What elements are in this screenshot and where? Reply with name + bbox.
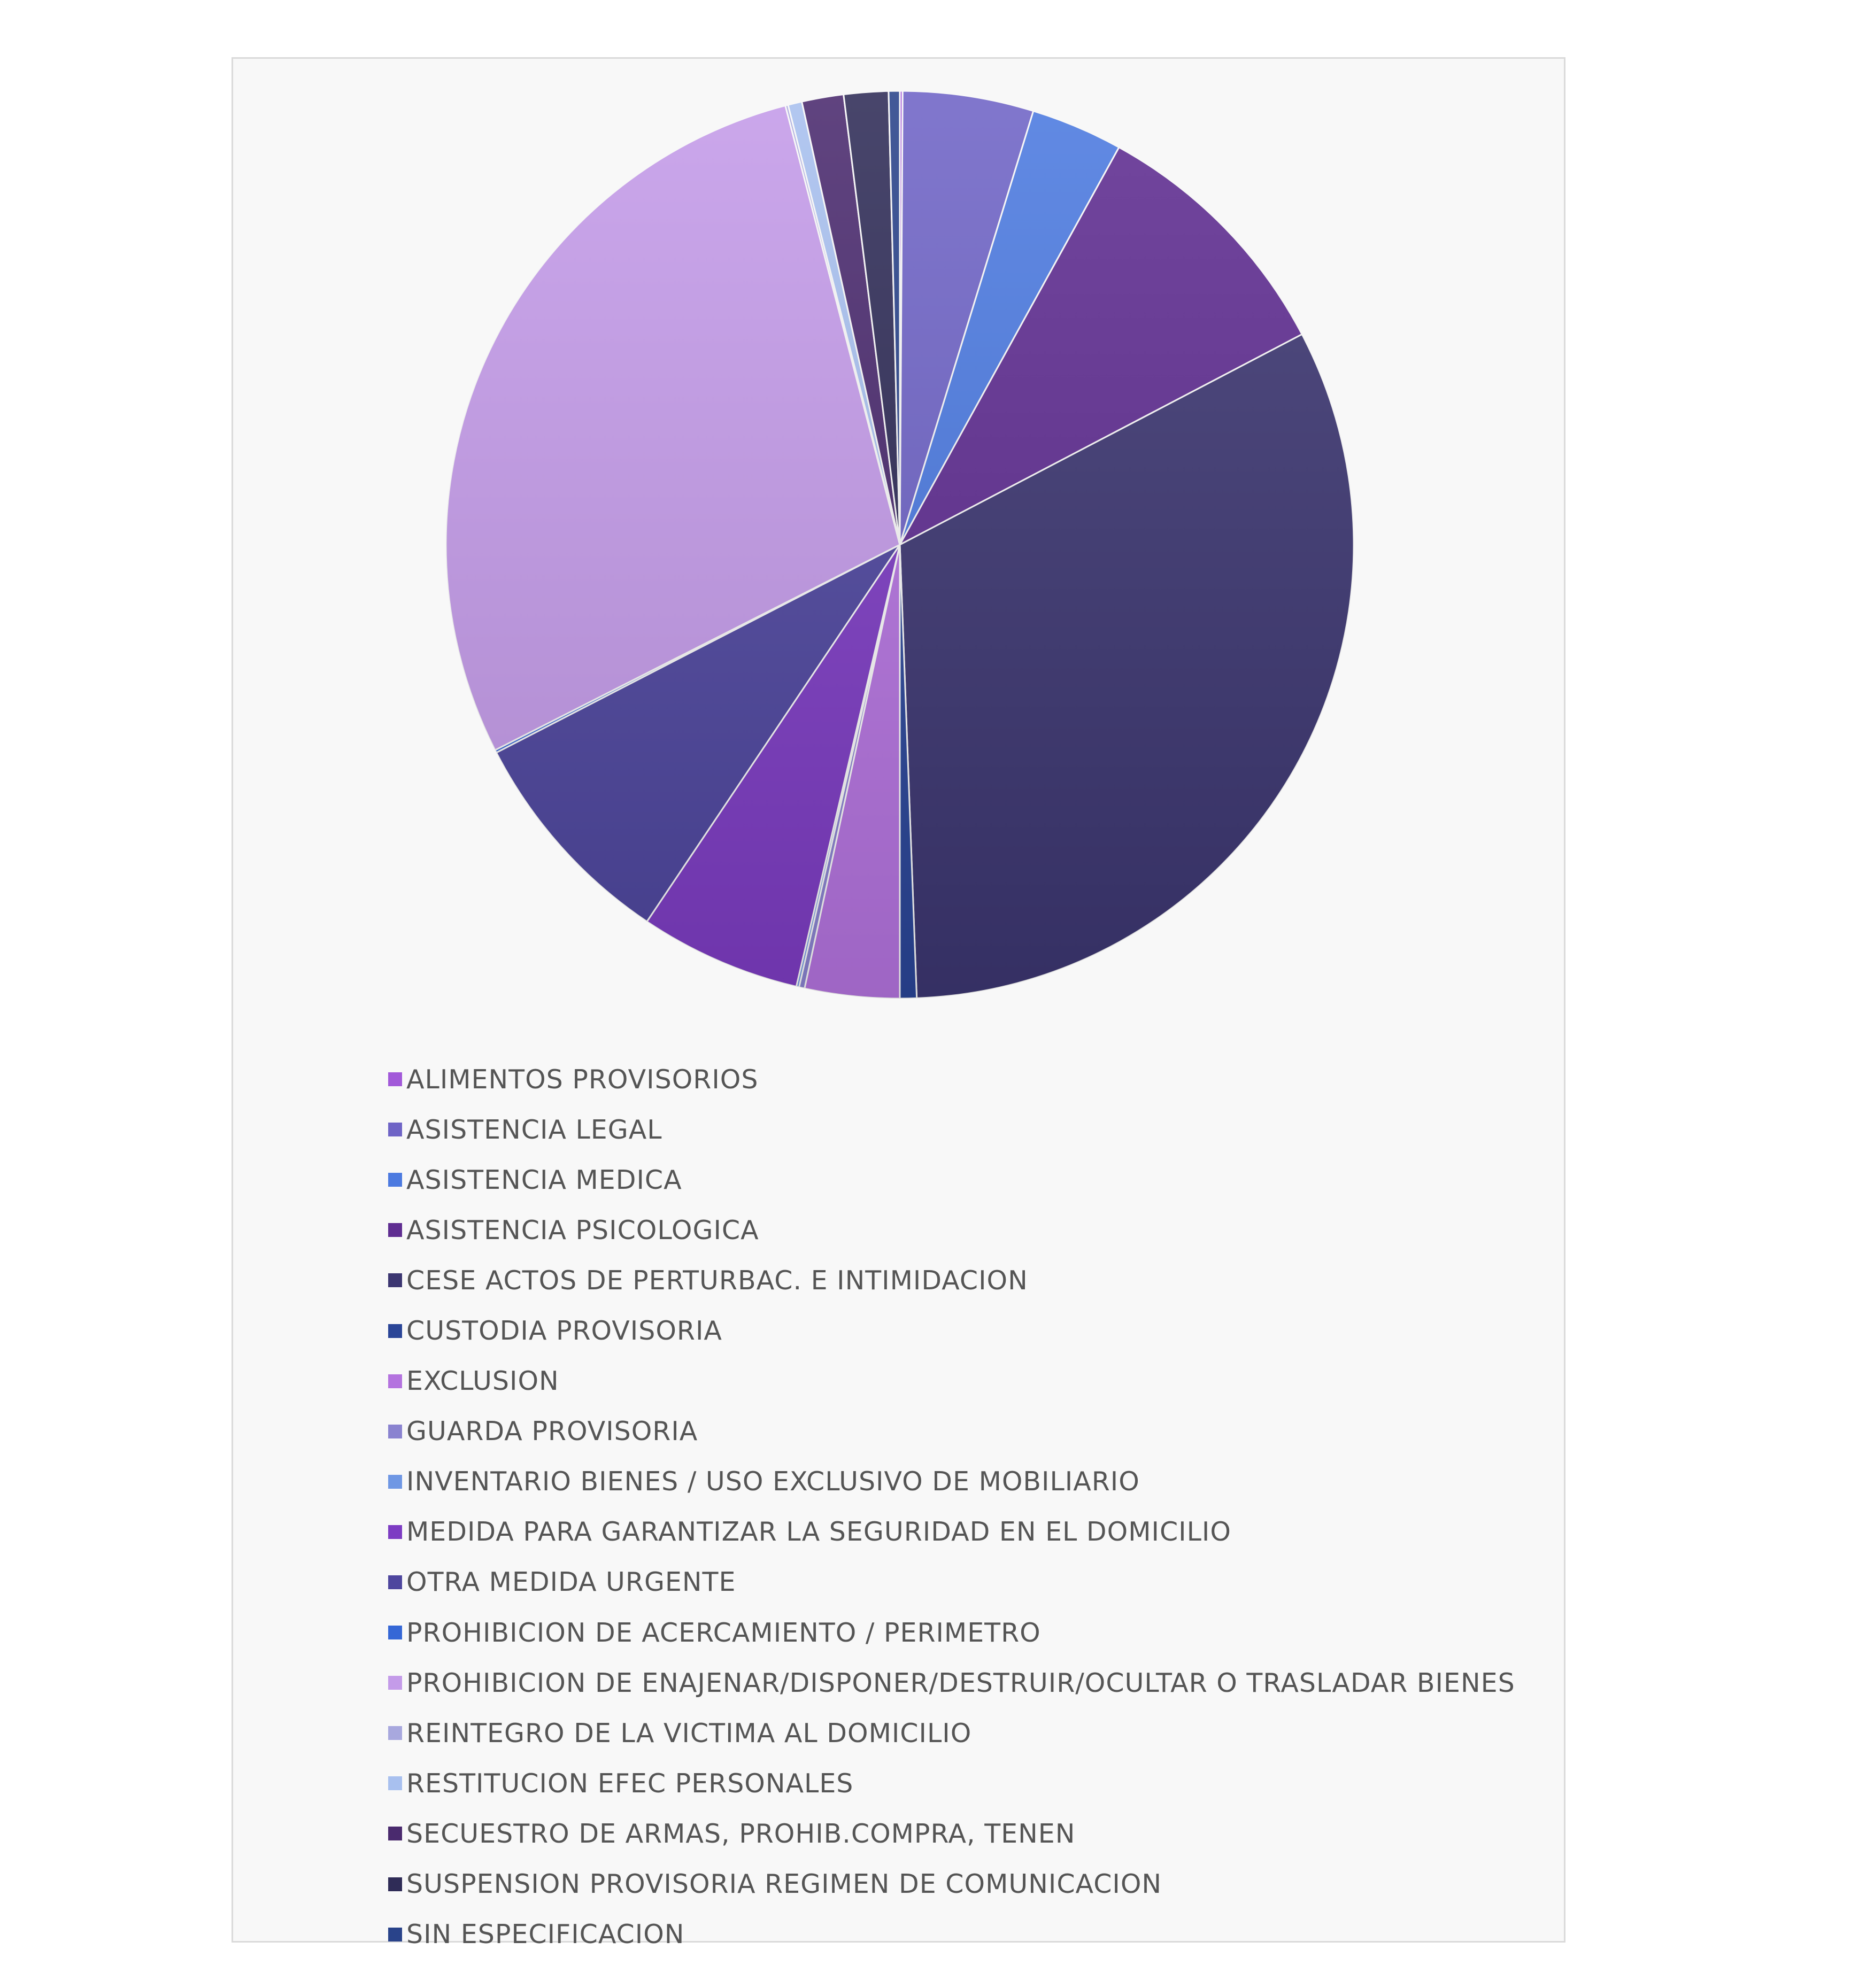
legend-item [388,1808,1554,1859]
legend-label: RESTITUCION EFEC PERSONALES [406,1768,854,1799]
legend-swatch [388,1223,402,1237]
legend-label: ASISTENCIA PSICOLOGICA [406,1215,759,1246]
legend-swatch [388,1776,402,1790]
legend-item [388,1104,1554,1155]
legend-item [388,1658,1554,1708]
legend-swatch [388,1525,402,1539]
legend-label: SIN ESPECIFICACION [406,1919,685,1950]
legend-swatch [388,1877,402,1891]
legend-item [388,1557,1554,1607]
legend-item [388,1708,1554,1758]
legend-item [388,1406,1554,1457]
legend-label: PROHIBICION DE ENAJENAR/DISPONER/DESTRUIR/OCULTAR O TRASLADAR BIENES [406,1667,1515,1698]
legend-swatch [388,1072,402,1086]
legend-label: MEDIDA PARA GARANTIZAR LA SEGURIDAD EN EL DOMICILIO [406,1517,1231,1548]
legend-label: SUSPENSION PROVISORIA REGIMEN DE COMUNICACION [406,1869,1162,1900]
legend-item [388,1255,1554,1305]
legend-item [388,1356,1554,1406]
pie-chart [233,59,1567,1053]
legend-swatch [388,1123,402,1136]
legend-label: ASISTENCIA LEGAL [406,1114,662,1145]
legend-label: EXCLUSION [406,1366,559,1397]
legend-label: ALIMENTOS PROVISORIOS [406,1064,759,1095]
legend-swatch [388,1173,402,1187]
legend-item [388,1457,1554,1507]
legend-label: PROHIBICION DE ACERCAMIENTO / PERIMETRO [406,1617,1041,1648]
legend-swatch [388,1273,402,1287]
legend-swatch [388,1928,402,1941]
legend-label: CESE ACTOS DE PERTURBAC. E INTIMIDACION [406,1265,1028,1296]
legend-label: GUARDA PROVISORIA [406,1416,698,1447]
legend-label: ASISTENCIA MEDICA [406,1164,682,1195]
legend-item [388,1507,1554,1557]
legend-swatch [388,1324,402,1338]
legend-item [388,1859,1554,1909]
legend-label: INVENTARIO BIENES / USO EXCLUSIVO DE MOBILIARIO [406,1466,1140,1497]
legend-swatch [388,1827,402,1840]
legend-item [388,1205,1554,1255]
legend-swatch [388,1575,402,1589]
legend-swatch [388,1726,402,1740]
legend-swatch [388,1374,402,1388]
legend-swatch [388,1425,402,1438]
pie-slices [446,91,1354,999]
legend-item [388,1305,1554,1356]
legend-label: REINTEGRO DE LA VICTIMA AL DOMICILIO [406,1718,972,1749]
legend-item [388,1909,1554,1960]
legend-swatch [388,1676,402,1690]
legend [388,1054,1554,1960]
legend-label: CUSTODIA PROVISORIA [406,1316,722,1347]
legend-item [388,1607,1554,1658]
chart-frame [232,57,1565,1950]
legend-item [388,1155,1554,1205]
legend-item [388,1758,1554,1808]
legend-swatch [388,1626,402,1639]
legend-item [388,1054,1554,1104]
legend-label: SECUESTRO DE ARMAS, PROHIB.COMPRA, TENEN [406,1818,1076,1849]
legend-swatch [388,1475,402,1489]
legend-label: OTRA MEDIDA URGENTE [406,1567,736,1598]
